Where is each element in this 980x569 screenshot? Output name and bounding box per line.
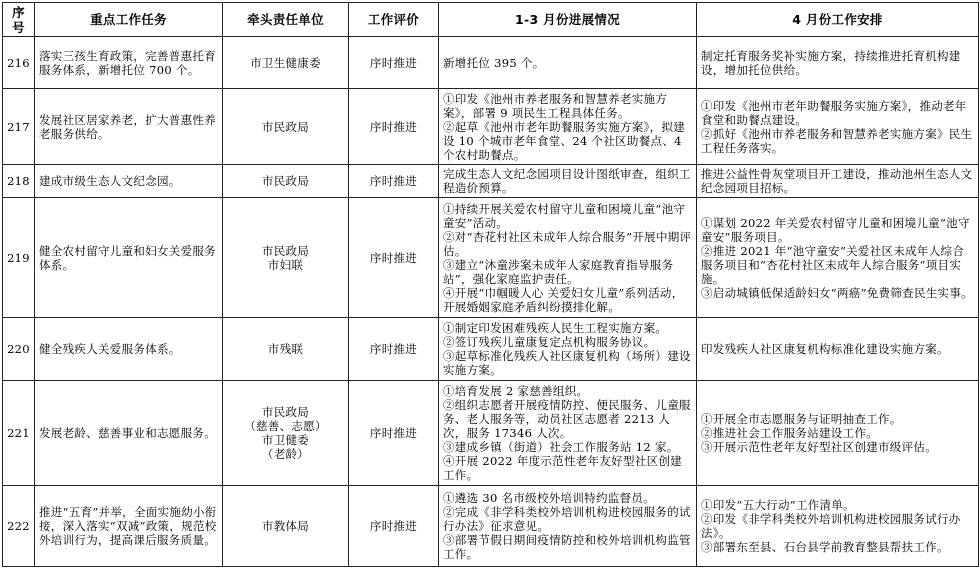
progress-cell-line: 新增托位 395 个。 (443, 55, 545, 70)
plan-cell-line: ①谋划 2022 年关爱农村留守儿童和困境儿童“池守童安”服务项目。 (701, 215, 970, 244)
progress-cell (439, 318, 697, 380)
progress-cell-line: ②起草《池州市老年助餐服务实施方案》，拟建设 10 个城市老年食堂、24 个社区助餐点、4 个农村助餐点。 (443, 119, 686, 162)
task-cell: 健全农村留守儿童和妇女关爱服务体系。 (35, 198, 223, 318)
row-number: 217 (3, 89, 35, 165)
table-body (3, 37, 979, 567)
header-task: 重点工作任务 (35, 3, 223, 37)
table-row (3, 89, 979, 165)
progress-cell (439, 165, 697, 198)
unit-cell (223, 485, 349, 566)
table-row (3, 165, 979, 198)
unit-cell (223, 37, 349, 89)
row-number: 220 (3, 318, 35, 380)
plan-cell-line: ②推进 2021 年“池守童安”关爱社区未成年人综合服务项目和“杏花村社区未成年人综合服务”项目实施。 (701, 243, 965, 286)
task-cell: 发展社区居家养老，扩大普惠性养老服务供给。 (35, 89, 223, 165)
evaluation-cell: 序时推进 (349, 318, 439, 380)
unit-cell-line: 市民政局 (261, 174, 310, 189)
row-number: 216 (3, 37, 35, 89)
progress-cell-line: ④开展“巾帼暖人心 关爱妇女儿童”系列活动，开展婚姻家庭矛盾纠纷摸排化解。 (443, 285, 684, 314)
plan-cell-line: 推进公益性骨灰堂项目开工建设，推动池州生态人文纪念园项目招标。 (701, 167, 973, 196)
plan-cell-line: ③开展示范性老年友好型社区创建市级评估。 (701, 439, 937, 454)
evaluation-cell: 序时推进 (349, 89, 439, 165)
row-number: 222 (3, 485, 35, 566)
unit-cell-line: （老龄） (261, 446, 310, 461)
unit-cell-line: 市民政局 (261, 119, 310, 134)
unit-cell-line: 市教体局 (261, 518, 310, 533)
evaluation-cell: 序时推进 (349, 37, 439, 89)
header-unit: 牵头责任单位 (223, 3, 349, 37)
plan-cell-line: ②印发《非学科类校外培训机构进校园服务试行办法》。 (701, 511, 961, 540)
unit-cell-line: （慈善、志愿） (244, 418, 327, 433)
plan-cell (697, 198, 979, 318)
progress-cell-line: ②对“杏花村社区未成年人综合服务”开展中期评估。 (443, 229, 692, 258)
progress-cell-line: ①持续开展关爱农村留守儿童和困境儿童“池守童安”活动。 (443, 201, 686, 230)
table-row (3, 380, 979, 485)
evaluation-cell: 序时推进 (349, 198, 439, 318)
progress-cell-line: ②签订残疾儿童康复定点机构服务协议。 (443, 334, 656, 349)
unit-cell (223, 165, 349, 198)
progress-cell-line: 完成生态人文纪念园项目设计图纸审查，组织工程造价预算。 (443, 167, 691, 196)
progress-cell (439, 198, 697, 318)
unit-cell (223, 89, 349, 165)
plan-cell (697, 318, 979, 380)
plan-cell-line: ②抓好《池州市养老服务和智慧养老实施方案》民生工程任务落实。 (701, 126, 973, 155)
progress-cell (439, 485, 697, 566)
row-number: 218 (3, 165, 35, 198)
unit-cell-line: 市妇联 (267, 257, 304, 272)
unit-cell-line: 市卫生健康委 (250, 55, 321, 70)
task-cell: 发展老龄、慈善事业和志愿服务。 (35, 380, 223, 485)
plan-cell-line: ③启动城镇低保适龄妇女“两癌”免费筛查民生实事。 (701, 285, 973, 300)
plan-cell-line: ①印发《池州市老年助餐服务实施方案》，推动老年食堂和助餐点建设。 (701, 98, 967, 127)
work-progress-table (2, 2, 979, 567)
task-cell: 建成市级生态人文纪念园。 (35, 165, 223, 198)
progress-cell-line: ③建成乡镇（街道）社会工作服务站 12 家。 (443, 439, 679, 454)
table-row (3, 37, 979, 89)
row-number: 219 (3, 198, 35, 318)
plan-cell (697, 165, 979, 198)
progress-cell-line: ①培育发展 2 家慈善组织。 (443, 383, 589, 398)
progress-cell-line: ①印发《池州市养老服务和智慧养老实施方案》，部署 9 项民生工程具体任务。 (443, 91, 668, 120)
plan-cell-line: 制定托育服务奖补实施方案，持续推进托育机构建设，增加托位供给。 (701, 48, 961, 77)
progress-cell-line: ①遴选 30 名市级校外培训特约监督员。 (443, 490, 655, 505)
unit-cell (223, 198, 349, 318)
progress-cell-line: ②组织志愿者开展疫情防控、便民服务、儿童服务、老人服务等，动员社区志愿者 2213 人次，服务 17346 人次。 (443, 397, 691, 440)
unit-cell-line: 市民政局 (261, 243, 310, 258)
progress-cell (439, 37, 697, 89)
plan-cell-line: ①印发“五大行动”工作清单。 (701, 497, 855, 512)
evaluation-cell: 序时推进 (349, 485, 439, 566)
progress-cell-line: ③部署节假日期间疫情防控和校外培训机构监管工作。 (443, 532, 691, 561)
unit-cell (223, 380, 349, 485)
plan-cell-line: ①开展全市志愿服务与证明抽查工作。 (701, 411, 902, 426)
progress-cell-line: ④开展 2022 年度示范性老年友好型社区创建工作。 (443, 453, 682, 482)
unit-cell-line: 市卫健委 (261, 432, 310, 447)
plan-cell-line: ③部署东至县、石台县学前教育整县帮扶工作。 (701, 539, 949, 554)
unit-cell-line: 市残联 (267, 341, 304, 356)
table-header-row (3, 3, 979, 37)
unit-cell-line: 市民政局 (261, 404, 310, 419)
unit-cell (223, 318, 349, 380)
header-progress: 1-3 月份进展情况 (439, 3, 697, 37)
progress-cell (439, 89, 697, 165)
task-cell: 健全残疾人关爱服务体系。 (35, 318, 223, 380)
progress-cell (439, 380, 697, 485)
progress-cell-line: ③建立“沐童涉案未成年人家庭教育指导服务站”，强化家庭监护责任。 (443, 257, 674, 286)
plan-cell-line: ②推进社会工作服务站建设工作。 (701, 425, 878, 440)
progress-cell-line: ①制定印发困难残疾人民生工程实施方案。 (443, 320, 668, 335)
evaluation-cell: 序时推进 (349, 165, 439, 198)
task-cell: 落实三孩生育政策，完善普惠托育服务体系，新增托位 700 个。 (35, 37, 223, 89)
header-eval: 工作评价 (349, 3, 439, 37)
table-row (3, 198, 979, 318)
row-number: 221 (3, 380, 35, 485)
header-no: 序号 (3, 3, 35, 37)
plan-cell (697, 89, 979, 165)
task-cell: 推进“五育”并举，全面实施幼小衔接，深入落实“双减”政策，规范校外培训行为，提高课后服务质量。 (35, 485, 223, 566)
table-row (3, 318, 979, 380)
progress-cell-line: ③起草标准化残疾人社区康复机构（场所）建设实施方案。 (443, 348, 691, 377)
table-row (3, 485, 979, 566)
plan-cell (697, 37, 979, 89)
progress-cell-line: ②完成《非学科类校外培训机构进校园服务的试行办法》征求意见。 (443, 504, 691, 533)
header-plan: 4 月份工作安排 (697, 3, 979, 37)
plan-cell (697, 485, 979, 566)
evaluation-cell: 序时推进 (349, 380, 439, 485)
plan-cell-line: 印发残疾人社区康复机构标准化建设实施方案。 (701, 341, 949, 356)
plan-cell (697, 380, 979, 485)
